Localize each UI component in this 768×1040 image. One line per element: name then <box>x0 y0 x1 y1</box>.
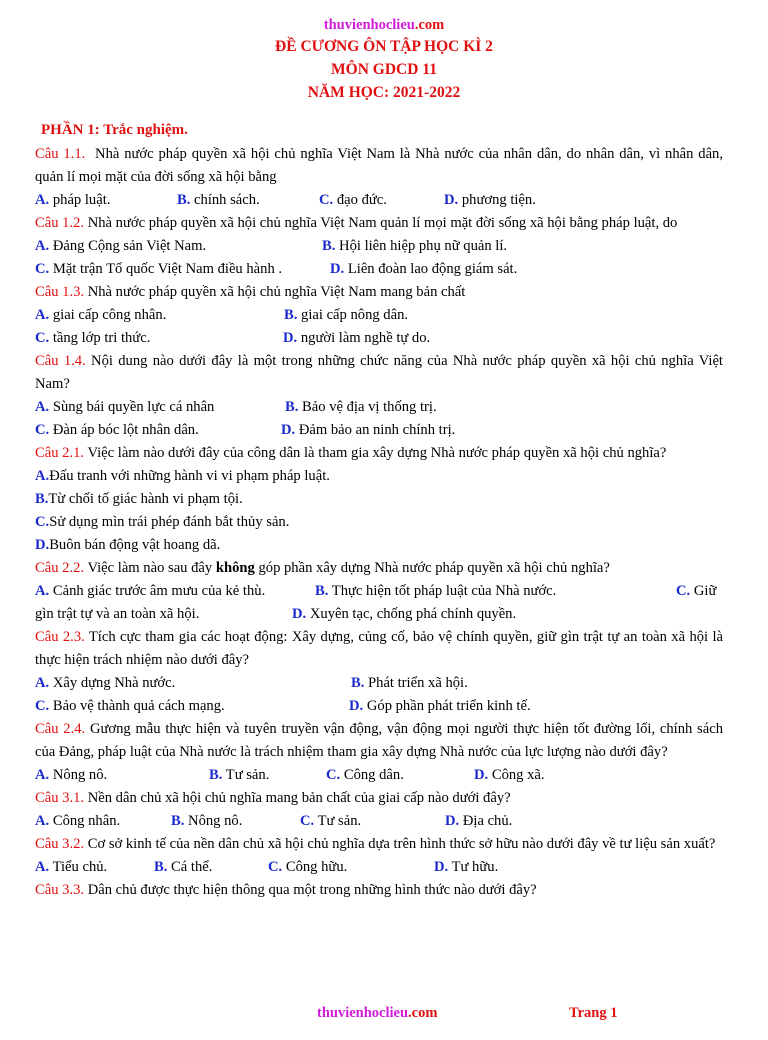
question: Câu 2.2. Việc làm nào sau đây không góp phần xây dựng Nhà nước pháp quyền xã hội chủ nghĩa? <box>35 560 610 576</box>
options-row <box>35 235 723 258</box>
option-c: C. Công dân. <box>326 767 404 783</box>
options-row <box>35 189 723 212</box>
option-a: A. Công nhân. <box>35 813 121 829</box>
question-number: Câu 1.2. <box>35 215 85 231</box>
site-tld: .com <box>414 17 445 33</box>
question <box>35 718 723 764</box>
option-c: C. Bảo vệ thành quả cách mạng. <box>35 698 225 714</box>
question-number: Câu 3.1. <box>35 790 85 806</box>
option-b: B. Bảo vệ địa vị thống trị. <box>285 399 437 415</box>
option-d: D. phương tiện. <box>444 192 536 208</box>
question-number: Câu 3.2. <box>35 836 85 852</box>
question-number: Câu 1.1. <box>35 146 86 162</box>
option-b: B. Cá thể. <box>154 859 213 875</box>
question-text: Nhà nước pháp quyền xã hội chủ nghĩa Việt Nam quản lí mọi mặt đời sống xã hội bằng pháp luật, do <box>87 215 678 231</box>
option-a: A. Cảnh giác trước âm mưu của kẻ thù. <box>35 583 266 599</box>
doc-year: NĂM HỌC: 2021-2022 <box>307 84 461 101</box>
question <box>35 879 723 902</box>
options-row <box>35 764 723 787</box>
document-page <box>0 16 768 1040</box>
option-a: A. Tiểu chủ. <box>35 859 108 875</box>
site-brand: thuvienhoclieu <box>323 17 415 33</box>
options-row <box>35 419 723 442</box>
question-text: Nền dân chủ xã hội chủ nghĩa mang bản chất của giai cấp nào dưới đây? <box>87 790 511 806</box>
option-b: B. giai cấp nông dân. <box>284 307 409 323</box>
option-c: C. Tư sản. <box>300 813 362 829</box>
options-row <box>35 695 723 718</box>
option-b: B. Thực hiện tốt pháp luật của Nhà nước. <box>315 583 557 599</box>
question-number: Câu 1.3. <box>35 284 85 300</box>
options-row <box>35 258 723 281</box>
question-text: Tích cực tham gia các hoạt động: Xây dựng, củng cố, bảo vệ chính quyền, giữ gìn trật tự an toàn xã hội là thực hiện trách nhiệm nào dưới đây? <box>35 629 723 668</box>
question <box>35 442 723 465</box>
options-row <box>35 304 723 327</box>
option-d: D. Tư hữu. <box>434 859 499 875</box>
option-a: A. pháp luật. <box>35 192 111 208</box>
question-number: Câu 2.4. <box>35 721 86 737</box>
option-a: A. Sùng bái quyền lực cá nhân <box>35 399 215 415</box>
option-d: D. Liên đoàn lao động giám sát. <box>330 261 518 277</box>
option-a: A. Đấu tranh với những hành vi vi phạm pháp luật. <box>35 468 330 484</box>
options-row <box>35 396 723 419</box>
question-text: Nội dung nào dưới đây là một trong những chức năng của Nhà nước pháp quyền xã hội chủ nghĩa Việt Nam? <box>35 353 723 392</box>
question <box>35 350 723 396</box>
options-row <box>35 327 723 350</box>
option-b: B. Hội liên hiệp phụ nữ quản lí. <box>322 238 508 254</box>
question-number: Câu 2.2. <box>35 560 85 576</box>
footer-site: thuvienhoclieu.com <box>317 1005 438 1021</box>
doc-subject: MÔN GDCD 11 <box>331 61 437 78</box>
options-row <box>35 672 723 695</box>
question-text: Nhà nước pháp quyền xã hội chủ nghĩa Việt Nam là Nhà nước của nhân dân, do nhân dân, vì nhân dân, quản lí mọi mặt của đời sống xã hội bằng <box>35 146 724 185</box>
option-c-start: C. Giữ <box>676 583 717 599</box>
option-d: D. Địa chủ. <box>445 813 513 829</box>
options-row <box>35 580 723 603</box>
page-number: Trang 1 <box>569 1005 618 1021</box>
site-header <box>0 16 768 35</box>
option-b: B. Phát triển xã hội. <box>351 675 468 691</box>
option-c-cont: gìn trật tự và an toàn xã hội. <box>35 606 200 622</box>
question <box>35 143 723 189</box>
document-content <box>35 120 723 902</box>
question-text: Gương mẫu thực hiện và tuyên truyền vận động, vận động mọi người thực hiện tốt đường lối, chính sách của Đảng, pháp luật của Nhà nước là trách nhiệm tham gia xây dựng Nhà nước của lực lượng nào dưới đây? <box>35 721 723 760</box>
option-a: A. Xây dựng Nhà nước. <box>35 675 176 691</box>
option-c: C. Đàn áp bóc lột nhân dân. <box>35 422 199 438</box>
option-d: D. người làm nghề tự do. <box>283 330 431 346</box>
section-title: PHẦN 1: Trắc nghiệm. <box>41 122 188 138</box>
option-c: C. Công hữu. <box>268 859 348 875</box>
question <box>35 212 723 235</box>
question-text: Nhà nước pháp quyền xã hội chủ nghĩa Việt Nam mang bản chất <box>87 284 466 300</box>
option-d: D. Xuyên tạc, chống phá chính quyền. <box>292 606 517 622</box>
option-d: D. Góp phần phát triển kinh tế. <box>349 698 531 714</box>
question-number: Câu 1.4. <box>35 353 86 369</box>
option-b: B. Tư sản. <box>209 767 270 783</box>
option-b: B. Nông nô. <box>171 813 243 829</box>
question-number: Câu 3.3. <box>35 882 85 898</box>
question-text: Việc làm nào dưới đây của công dân là tham gia xây dựng Nhà nước pháp quyền xã hội chủ nghĩa? <box>87 445 667 461</box>
option-c: C. đạo đức. <box>319 192 387 208</box>
option-c: C. Mặt trận Tổ quốc Việt Nam điều hành . <box>35 261 283 277</box>
options-row <box>35 603 723 626</box>
question-text: Dân chủ được thực hiện thông qua một trong những hình thức nào dưới đây? <box>87 882 537 898</box>
question <box>35 833 723 856</box>
option-b: B. chính sách. <box>177 192 260 208</box>
option-c: C. Sử dụng mìn trái phép đánh bắt thủy sản. <box>35 514 290 530</box>
question-number: Câu 2.1. <box>35 445 85 461</box>
option-d: D. Công xã. <box>474 767 545 783</box>
doc-title: ĐỀ CƯƠNG ÔN TẬP HỌC KÌ 2 <box>275 38 493 55</box>
question-text: Cơ sở kinh tế của nền dân chủ xã hội chủ nghĩa dựa trên hình thức sở hữu nào dưới đây về tư liệu sản xuất? <box>87 836 716 852</box>
option-c: C. tầng lớp tri thức. <box>35 330 151 346</box>
option-a: A. Đảng Cộng sản Việt Nam. <box>35 238 207 254</box>
option-d: D. Buôn bán động vật hoang dã. <box>35 537 221 553</box>
options-row <box>35 856 723 879</box>
question <box>35 626 723 672</box>
question <box>35 787 723 810</box>
option-d: D. Đảm bảo an ninh chính trị. <box>281 422 456 438</box>
option-a: A. giai cấp công nhân. <box>35 307 167 323</box>
options-row <box>35 810 723 833</box>
option-a: A. Nông nô. <box>35 767 108 783</box>
question <box>35 281 723 304</box>
negation-word: không <box>215 560 255 576</box>
option-b: B. Từ chối tố giác hành vi phạm tội. <box>35 491 243 507</box>
question-number: Câu 2.3. <box>35 629 85 645</box>
